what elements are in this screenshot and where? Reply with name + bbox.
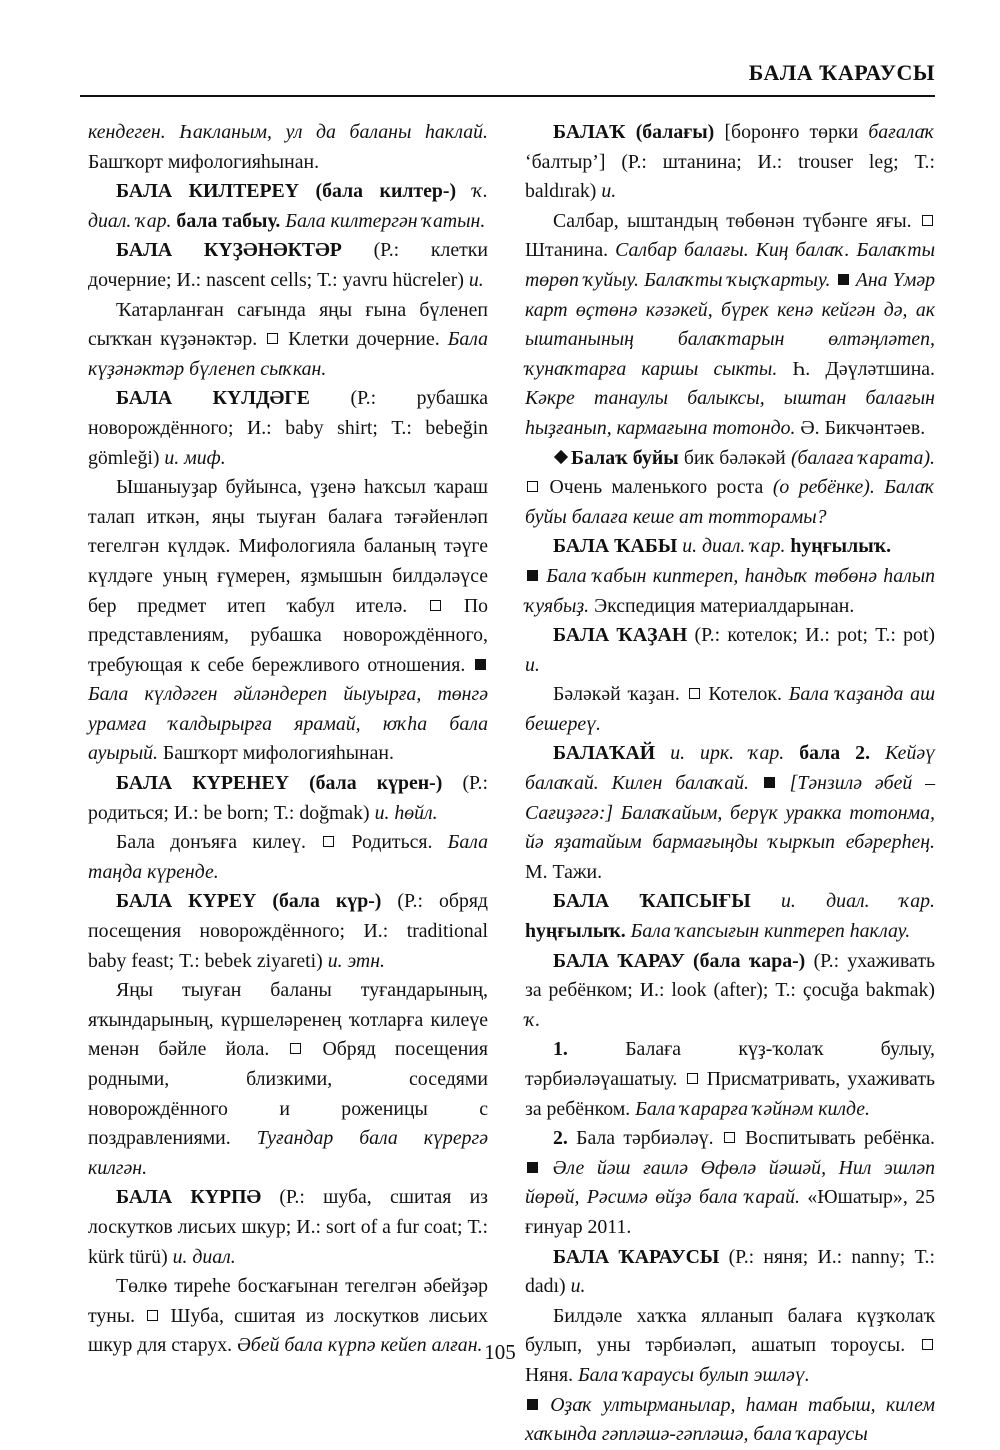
dictionary-paragraph [88, 976, 488, 1183]
italic-text: кендеген. Һакланым, ул да баланы һаклай. [88, 121, 488, 143]
page-number: 105 [484, 1340, 516, 1364]
dictionary-paragraph [88, 769, 488, 828]
body-text: Родиться. [336, 831, 448, 854]
headword: 1. [553, 1038, 626, 1061]
body-text: Бала донъяға килеү. [116, 831, 322, 854]
dictionary-paragraph [525, 1243, 935, 1302]
italic-text: и. һөйл. [374, 801, 438, 824]
body-text: (Р.: обряд посещения новорождённого; И.: traditional baby feast; Т.: bebek ziyareti) [88, 890, 488, 972]
open-square-icon [689, 688, 700, 699]
italic-text: ҡ. [525, 1008, 541, 1031]
open-square-icon [687, 1073, 698, 1084]
dictionary-paragraph [525, 621, 935, 680]
body-text: (Р.: клетки дочерние; И.: nascent cells; Т.: yavru hücreler) [88, 239, 489, 291]
diamond-icon [554, 449, 568, 463]
body-text: Котелок. [701, 683, 789, 706]
italic-text: Бала күҙәнәктәр бүленеп сыҡкан. [88, 328, 489, 380]
body-text: Һ. Дәүләтшина. [777, 357, 936, 380]
open-square-icon [527, 481, 538, 492]
headword: БАЛА ҠАБЫ [553, 535, 683, 558]
italic-text: Туғандар бала күрергә килгән. [88, 1127, 488, 1179]
body-text: (Р.: няня; И.: nanny; Т.: dadı) [525, 1245, 935, 1298]
dictionary-paragraph [88, 118, 488, 177]
headword: БАЛАҠАЙ [553, 742, 671, 765]
dictionary-paragraph [88, 296, 488, 385]
italic-text: Салбар балағы. Киң балаҡ. Балаҡты төрөп ҡуйыу. Балаҡты ҡыҫҡартыу. [525, 239, 935, 291]
dictionary-paragraph [525, 680, 935, 739]
dictionary-paragraph [88, 828, 488, 887]
italic-text: и. ирк. ҡар. [670, 742, 800, 765]
italic-text: и. миф. [164, 446, 226, 469]
running-header: БАЛА ҠАРАУСЫ [748, 60, 935, 85]
body-text: Яңы тыуған баланы туғандарының, яҡындарының, күршеләренең ҡотларға килеүе менән бәйле йола. [88, 979, 488, 1061]
italic-text: бағалаҡ [868, 121, 935, 143]
body-text: Клетки дочерние. [280, 328, 448, 351]
italic-text: и. [570, 1275, 586, 1298]
dictionary-paragraph [525, 947, 935, 1036]
open-square-icon [290, 1043, 301, 1054]
body-text: Ә. Бикчәнтәев. [795, 416, 926, 439]
italic-text: Әле йәш ғаилә Өфөлә йәшәй, Нил эшләп йөрөй, Рәсимә өйҙә бала ҡарай. [525, 1156, 935, 1209]
dictionary-paragraph [525, 532, 935, 562]
italic-text: Бала ҡараусы булып эшләү. [577, 1363, 810, 1386]
headword: БАЛАҠ (балағы) [553, 121, 725, 143]
headword: БАЛА КҮҘӘНӘКТӘР [116, 239, 374, 262]
right-column [525, 118, 935, 1450]
italic-text: и. [468, 268, 484, 291]
filled-square-icon [527, 570, 538, 581]
dictionary-paragraph [525, 1124, 935, 1242]
left-column [88, 118, 488, 1361]
dictionary-paragraph [88, 473, 488, 769]
body-text: Очень маленького роста [540, 476, 773, 499]
italic-text: Кейәү балаҡай. Килен балаҡай. [525, 742, 936, 795]
italic-text: Кәкре танаулы балыксы, ыштан балағын һыҙғанып, кармағына тотондо. [525, 387, 935, 439]
body-text: ‘балтыр’] (Р.: штанина; И.: trouser leg; Т.: baldırak) [525, 150, 935, 203]
body-text: Бала тәрбиәләү. [576, 1127, 722, 1150]
dictionary-paragraph [525, 207, 935, 444]
italic-text: Бала ҡарарға ҡәйнәм килде. [635, 1097, 870, 1120]
dictionary-paragraph [525, 1035, 935, 1124]
body-text: Няня. [525, 1363, 578, 1386]
italic-text: и. диал. ҡар. [781, 890, 935, 913]
headword: БАЛА ҠАПСЫҒЫ [553, 890, 782, 913]
body-text: Төлкө тиреһе босҡағынан тегелгән әбейҙәр туны. [88, 1275, 488, 1327]
headword: бала 2. [799, 742, 886, 765]
italic-text: и. [601, 180, 617, 203]
filled-square-icon [764, 777, 775, 788]
dictionary-paragraph [88, 236, 488, 295]
dictionary-paragraph [88, 887, 488, 976]
headword: БАЛА КҮРПӘ [116, 1186, 280, 1209]
open-square-icon [267, 333, 278, 344]
body-text: [боронғо төрки [724, 121, 869, 143]
body-text: Ҡатарланған сағында яңы ғына бүленеп сыҡҡан күҙәнәктәр. [88, 298, 488, 351]
body-text: Балаға күҙ-ҡолаҡ булыу, тәрбиәләүашатыу. [525, 1038, 935, 1090]
headword: Балаҡ буйы [571, 446, 684, 469]
headword: һуңғылыҡ. [525, 920, 631, 943]
italic-text: Бала таңда күренде. [88, 831, 488, 883]
headword: һуңғылыҡ. [790, 535, 892, 558]
headword: БАЛА КИЛТЕРЕҮ (бала килтер-) [116, 180, 473, 203]
italic-text: Ана Үмәр карт өҫтөнә кәзәкей, бүрек кенә кейгән дә, ак ыштанының балаҡтарын өлтәңләтеп, ҡунаҡтарға каршы сыкты. [525, 268, 935, 380]
dictionary-paragraph [525, 1391, 935, 1450]
open-square-icon [147, 1310, 158, 1321]
dictionary-paragraph [525, 562, 935, 621]
headword: БАЛА ҠАРАУСЫ [553, 1245, 729, 1268]
body-text: Башҡорт мифологияһынан. [157, 742, 394, 765]
italic-text: [Тәнзилә әбей – Сағиҙәгә:] Балаҡайым, берүк уракка тотонма, йә яҙатайым бармағыңды ҡыркып ебәрерһең. [525, 772, 935, 854]
italic-text: Әбей бала күрпә кейеп алған. [237, 1334, 483, 1357]
headword: БАЛА КҮРЕНЕҮ (бала күрен-) [116, 772, 463, 795]
body-text: Воспитывать ребёнка. [736, 1127, 935, 1150]
open-square-icon [430, 600, 441, 611]
open-square-icon [323, 836, 334, 847]
dictionary-paragraph [88, 177, 488, 236]
italic-text: Оҙаҡ ултырманылар, һаман табыш, килем хаҡында гәпләшә-гәпләшә, бала ҡараусы [525, 1393, 935, 1446]
italic-text: Бала ҡабын киптереп, һандыҡ төбөнә һалып ҡуябыҙ. [525, 564, 935, 617]
italic-text: (балаға ҡарата). [790, 446, 935, 469]
dictionary-paragraph [88, 384, 488, 473]
dictionary-paragraph [525, 739, 935, 887]
body-text: Башҡорт мифологияһынан. [88, 150, 320, 173]
headword: БАЛА ҠАҘАН [553, 624, 695, 647]
dictionary-paragraph [525, 887, 935, 946]
italic-text: и. диал. ҡар. [682, 535, 791, 558]
italic-text: Бала күлдәген әйләндереп йыуырға, төнгә урамға ҡалдырырға ярамай, юҡһа бала ауырый. [88, 683, 488, 765]
italic-text: и. [525, 653, 540, 676]
body-text: Билдәле хаҡҡа ялланып балаға күҙҡолаҡ булып, уны тәрбиәләп, ашатып тороусы. [525, 1304, 935, 1357]
italic-text: Бала ҡаҙанда аш бешереү. [525, 683, 936, 735]
italic-text: и. этн. [327, 949, 385, 972]
headword: бала табыу. [176, 209, 286, 232]
header-rule [80, 95, 935, 97]
body-text: (Р.: котелок; И.: pot; Т.: pot) [694, 624, 935, 647]
italic-text: (о ребёнке). Балаҡ буйы балаға кеше ат тотторамы? [525, 476, 935, 528]
italic-text: и. диал. [172, 1245, 236, 1268]
body-text: По представлениям, рубашка новорождённого, требующая к себе бережливого отношения. [88, 594, 488, 676]
body-text: (Р.: родиться; И.: be born; Т.: doğmak) [88, 772, 488, 824]
body-text: Обряд посещения родными, близкими, соседями новорождённого и роженицы с поздравлениями. [88, 1038, 488, 1150]
dictionary-paragraph [525, 444, 935, 533]
body-text: (Р.: ухаживать за ребёнком; И.: look (after); Т.: çocuğa bakmak) [525, 949, 935, 1002]
body-text: Бәләкәй ҡаҙан. [553, 683, 687, 706]
filled-square-icon [475, 659, 486, 670]
italic-text: Бала ҡапсығын киптереп һаклау. [630, 920, 911, 943]
body-text: Шуба, сшитая из лоскутков лисьих шкур для старух. [88, 1304, 488, 1357]
body-text: «Юшатыр», 25 ғинуар 2011. [525, 1186, 935, 1238]
open-square-icon [724, 1132, 735, 1143]
body-text: Штанина. [525, 239, 616, 262]
headword: 2. [553, 1127, 577, 1150]
body-text: бик бәләкәй [683, 446, 791, 469]
dictionary-paragraph [525, 118, 935, 207]
body-text: Присматривать, ухаживать за ребёнком. [525, 1068, 935, 1120]
body-text: (Р.: рубашка новорождённого; И.: baby shirt; Т.: bebeğin gömleği) [88, 387, 489, 469]
italic-text: Бала килтергән ҡатын. [285, 209, 486, 232]
filled-square-icon [527, 1162, 538, 1173]
headword: БАЛА КҮРЕҮ (бала күр-) [116, 890, 398, 913]
filled-square-icon [527, 1399, 538, 1410]
dictionary-paragraph [88, 1183, 488, 1272]
headword: БАЛА ҠАРАУ (бала ҡара-) [553, 949, 814, 972]
body-text: Ышаныуҙар буйынса, үҙенә һаҡсыл ҡараш талап иткән, яңы тыуған балаға тәғәйенләп тегелгән күлдәк. Мифологияла баланың тәүге күлдәге уның ғүмерен, яҙмышын билдәләүсе бер предмет итеп ҡабул ителә. [88, 476, 488, 617]
body-text: Экспедиция материалдарынан. [589, 594, 855, 617]
body-text: Салбар, ыштандың төбөнән түбәнге яғы. [553, 209, 920, 232]
headword: БАЛА КҮЛДӘГЕ [116, 387, 351, 410]
body-text: М. Тажи. [525, 860, 603, 883]
body-text: (Р.: шуба, сшитая из лоскутков лисьих шкур; И.: sort of a fur coat; Т.: kürk türü) [88, 1186, 488, 1268]
italic-text: ҡ. диал. ҡар. [88, 180, 488, 232]
open-square-icon [922, 215, 933, 226]
filled-square-icon [838, 274, 849, 285]
